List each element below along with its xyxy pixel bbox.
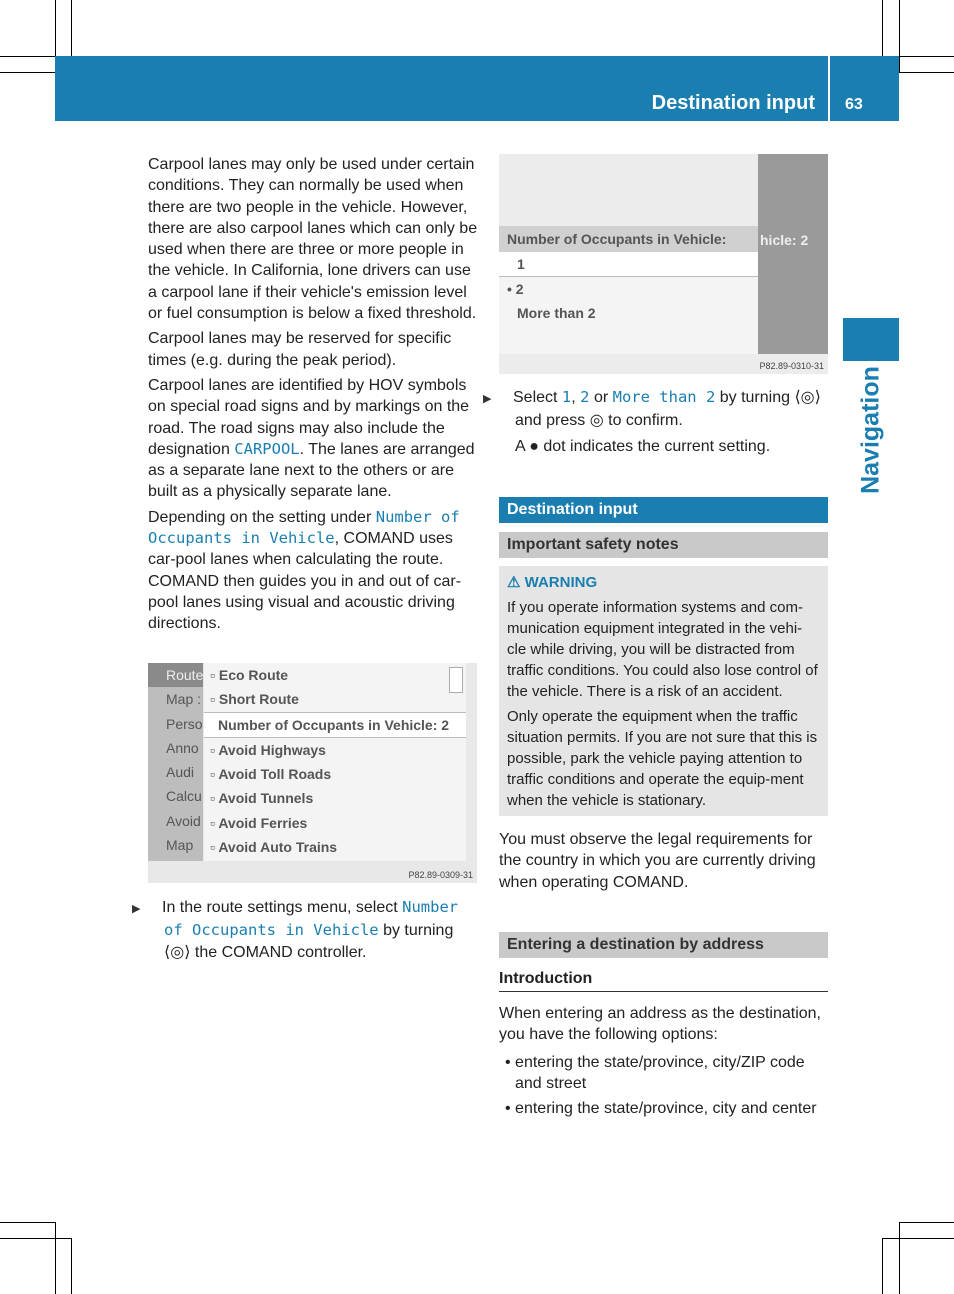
- page-number: 63: [845, 96, 863, 113]
- crop-mark: [71, 0, 72, 56]
- crop-mark: [899, 1222, 954, 1223]
- paragraph: Carpool lanes may be reserved for specific times (e.g. during the peak period).: [148, 330, 452, 369]
- warning-text: Only operate the equipment when the traffic situation permits. If you are not sure that this is possible, park the vehicle paying attention to traffic conditions and operate the equip-ment when the vehicle is stationary.: [507, 708, 818, 809]
- crop-mark: [882, 0, 883, 56]
- section-heading: Destination input: [499, 497, 828, 523]
- screen-menu-item: Map :: [166, 691, 202, 708]
- route-settings-screenshot: [148, 663, 477, 883]
- crop-mark: [0, 56, 55, 57]
- list-item: • entering the state/province, city/ZIP code and street: [505, 1053, 805, 1092]
- side-tab-label: Navigation: [856, 366, 885, 494]
- screen-scrollbar: [449, 667, 463, 693]
- screen-side-text: hicle: 2: [760, 232, 809, 248]
- screen-side-panel: [758, 154, 828, 354]
- arrow-bullet-icon: ▶: [132, 903, 141, 915]
- warning-text: If you operate information systems and com-munication equipment integrated in the vehi-cle while driving, you will be distracted from traffic conditions. You could also lose control of the vehicle. There is a risk of an accident.: [507, 599, 818, 700]
- step-note: A ● dot indicates the current setting.: [515, 437, 771, 455]
- instruction-step: ▶ In the route settings menu, select Number of Occupants in Vehicle by turning ⟨◎⟩ the COMAND controller.: [132, 898, 459, 961]
- screen-option: ▫ Short Route: [210, 691, 299, 708]
- warning-title: WARNING: [524, 574, 598, 591]
- arrow-bullet-icon: ▶: [483, 393, 492, 405]
- header-divider: [828, 56, 830, 121]
- screen-option: ▫ Avoid Auto Trains: [210, 839, 338, 856]
- screen-list: [499, 226, 758, 354]
- instruction-step: ▶ Select 1, 2 or More than 2 by turning ⟨◎⟩ and press ◎ to confirm. A ● dot indicates the current setting.: [499, 387, 829, 461]
- intro-text: When entering an address as the destination, you have the following options:: [499, 1005, 821, 1044]
- list-item: • entering the state/province, city and center: [505, 1100, 817, 1118]
- screen-item: 1: [499, 252, 758, 277]
- screen-option: ▫ Avoid Toll Roads: [210, 766, 332, 783]
- screen-option-highlighted: Number of Occupants in Vehicle: 2: [204, 712, 466, 738]
- screen-menu-item: Route: [148, 663, 203, 687]
- intro-section: [499, 1003, 829, 1123]
- code-term: CARPOOL: [234, 439, 300, 458]
- screen-option-list: [204, 663, 466, 861]
- left-column: [148, 154, 478, 639]
- crop-mark: [882, 1238, 883, 1294]
- screen-item: • 2: [507, 281, 524, 297]
- screen-item: More than 2: [517, 305, 596, 321]
- code-term: Number of Occupants in Vehicle: [148, 507, 460, 548]
- screen-option: ▫ Eco Route: [210, 667, 289, 683]
- screen-menu-item: Map: [166, 837, 194, 854]
- side-tab: [843, 318, 899, 361]
- crop-mark: [899, 1222, 900, 1294]
- crop-mark: [0, 1238, 71, 1239]
- screen-menu-item: Anno: [166, 739, 199, 756]
- screen-menu-item: Avoid: [166, 812, 201, 829]
- screen-menu-item: Perso: [166, 715, 203, 732]
- image-code: P82.89-0309-31: [408, 870, 473, 880]
- header-title: Destination input: [651, 92, 815, 114]
- crop-mark: [899, 0, 900, 72]
- legal-note: You must observe the legal requirements for the country in which you are currently driving when operating COMAND.: [499, 831, 816, 891]
- crop-mark: [899, 56, 954, 57]
- crop-mark: [882, 1238, 954, 1239]
- screen-menu-item: Calcu: [166, 788, 202, 805]
- paragraph: Carpool lanes are identified by HOV symbols on special road signs and by markings on the road. The road signs may also include the designation CARPOOL. The lanes are arranged as a separate lane next to the others or are built as a physically separate lane.: [148, 376, 475, 501]
- screen-option: ▫ Avoid Tunnels: [210, 790, 314, 807]
- screen-menu-item: Audi: [166, 764, 195, 781]
- crop-mark: [55, 1222, 56, 1294]
- screen-left-menu: [148, 663, 203, 861]
- header-bar: [55, 56, 899, 121]
- intro-heading: Introduction: [499, 970, 828, 992]
- image-code: P82.89-0310-31: [759, 361, 824, 371]
- subsection-heading: Important safety notes: [499, 532, 828, 558]
- code-term: Number of Occupants in Vehicle: [164, 898, 459, 940]
- subsection-heading: Entering a destination by address: [499, 932, 828, 958]
- screen-heading: Number of Occupants in Vehicle:: [499, 226, 758, 252]
- screen-option: ▫ Avoid Highways: [210, 741, 326, 758]
- screen-option: ▫ Avoid Ferries: [210, 814, 308, 831]
- warning-triangle-icon: ⚠: [507, 574, 521, 591]
- paragraph: Carpool lanes may only be used under certain conditions. They can normally be used when there are two people in the vehicle. However, there are also carpool lanes which can only be used when there are three or more people in the vehicle. In California, lone drivers can use a carpool lane if their vehicle's emission level or fuel consumption is below a fixed threshold.: [148, 156, 478, 323]
- warning-box: [499, 566, 828, 816]
- crop-mark: [71, 1238, 72, 1294]
- crop-mark: [0, 1222, 55, 1223]
- occupants-screenshot: [499, 154, 828, 374]
- paragraph: Depending on the setting under Number of Occupants in Vehicle, COMAND uses car-pool lanes when calculating the route. COMAND then guides you in and out of car-pool lanes using visual and acoustic driving directions.: [148, 507, 462, 633]
